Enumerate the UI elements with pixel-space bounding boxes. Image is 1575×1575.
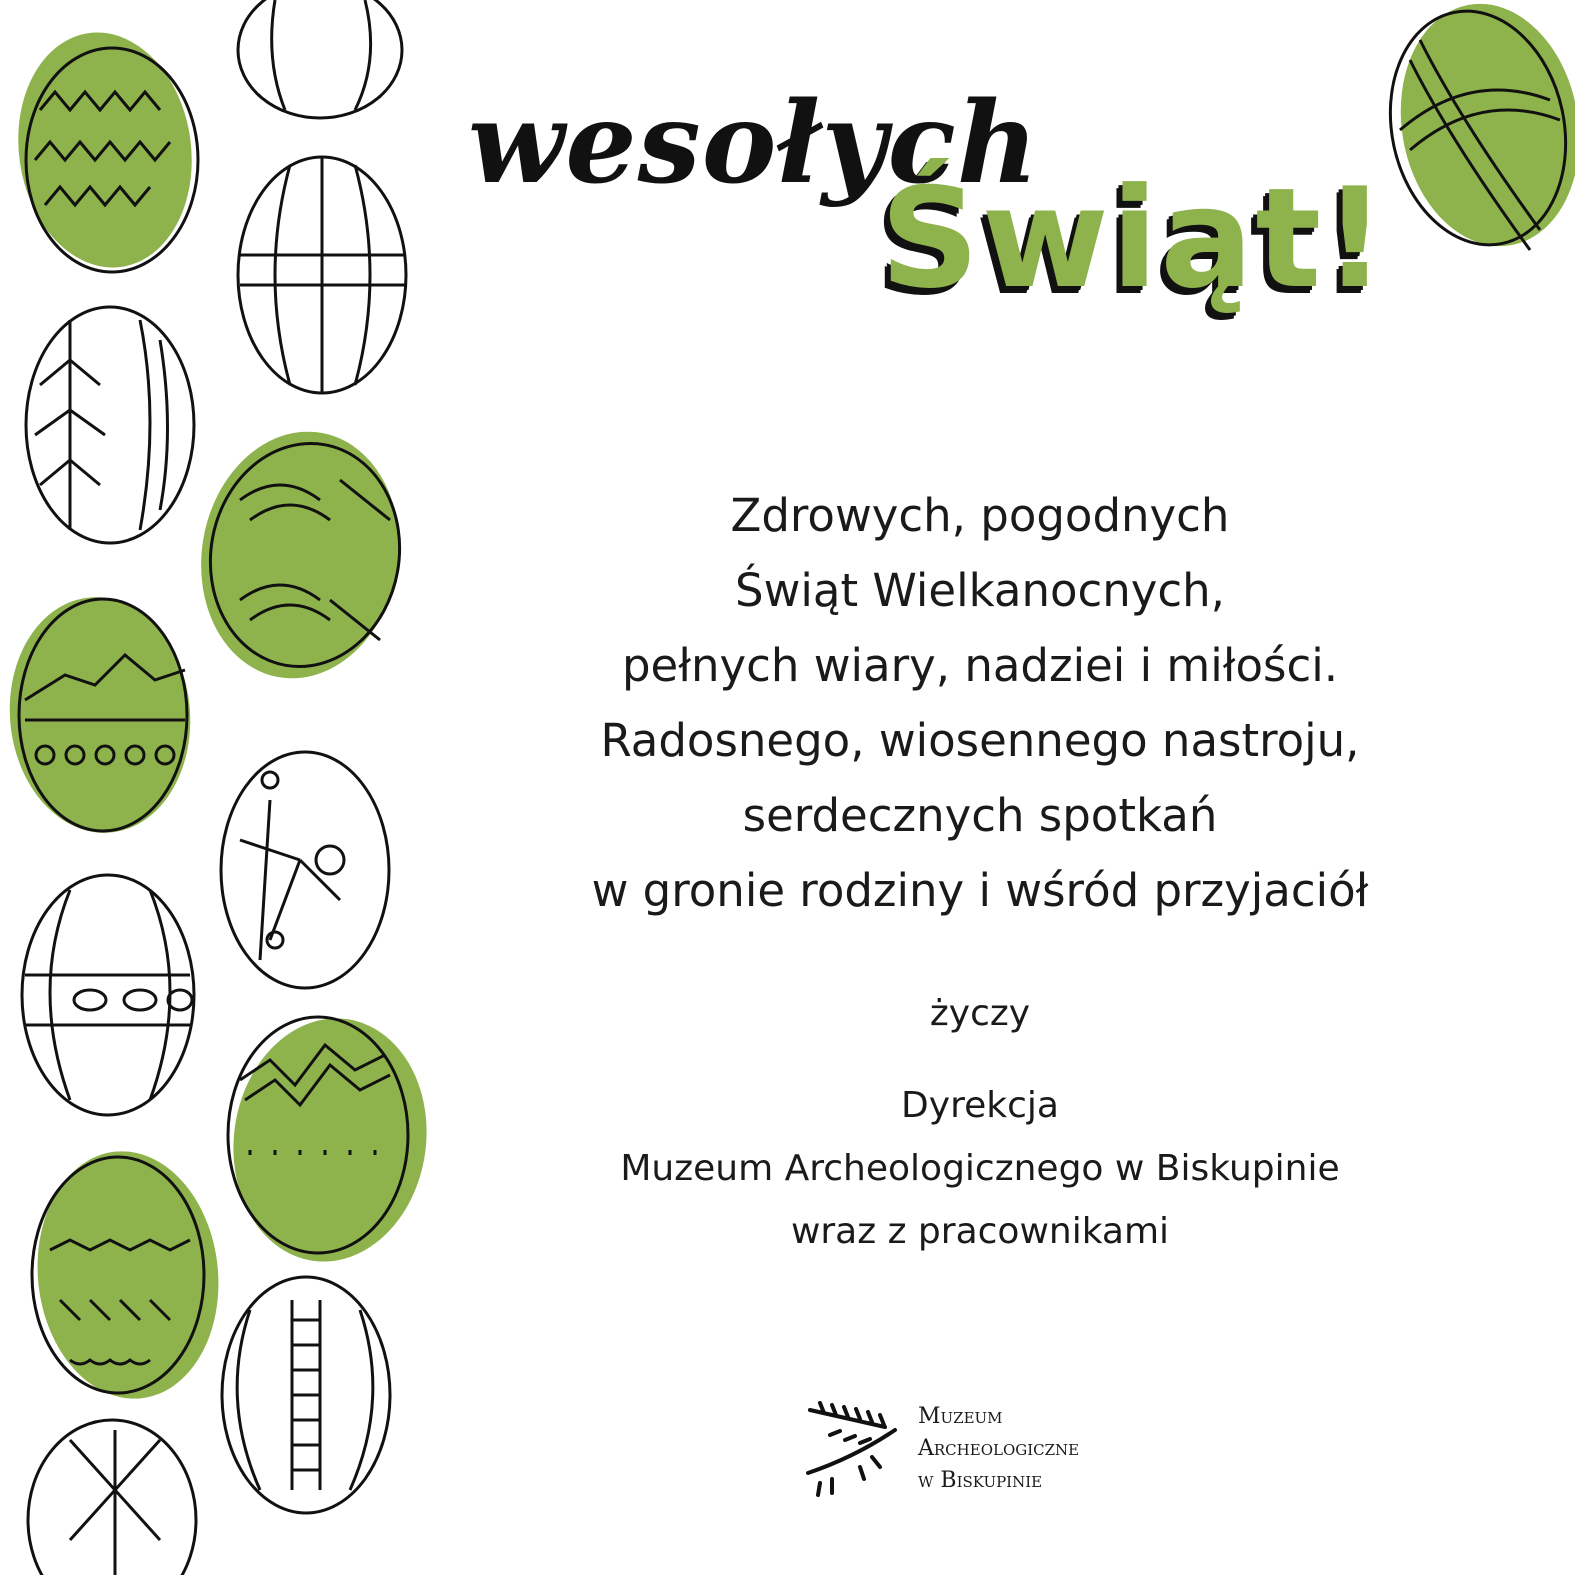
signature-line: wraz z pracownikami	[790, 1211, 1170, 1252]
logo-line: Muzeum	[918, 1404, 1003, 1429]
logo-line: Archeologiczne	[918, 1436, 1080, 1461]
signature-line: Muzeum Archeologicznego w Biskupinie	[620, 1148, 1340, 1189]
signature	[480, 1074, 1480, 1263]
heading-bold: Świąt!	[880, 158, 1389, 319]
wishes-line: pełnych wiary, nadziei i miłości.	[621, 639, 1339, 692]
wishes-line: serdecznych spotkań	[742, 789, 1218, 842]
wishes-line: Zdrowych, pogodnych	[730, 489, 1230, 542]
signature-line: Dyrekcja	[901, 1085, 1059, 1126]
wishes-line: w gronie rodziny i wśród przyjaciół	[591, 864, 1369, 917]
wishes-line: Świąt Wielkanocnych,	[735, 564, 1225, 617]
logo-line: w Biskupinie	[918, 1468, 1043, 1493]
museum-logo	[800, 1395, 1180, 1515]
museum-logo-text	[918, 1401, 1079, 1497]
from-label: życzy	[929, 993, 1031, 1034]
heading-script: wesołych	[468, 78, 1040, 209]
wishes-text	[480, 478, 1480, 928]
wishes-line: Radosnego, wiosennego nastroju,	[600, 714, 1360, 767]
fern-branch-icon	[800, 1395, 905, 1505]
